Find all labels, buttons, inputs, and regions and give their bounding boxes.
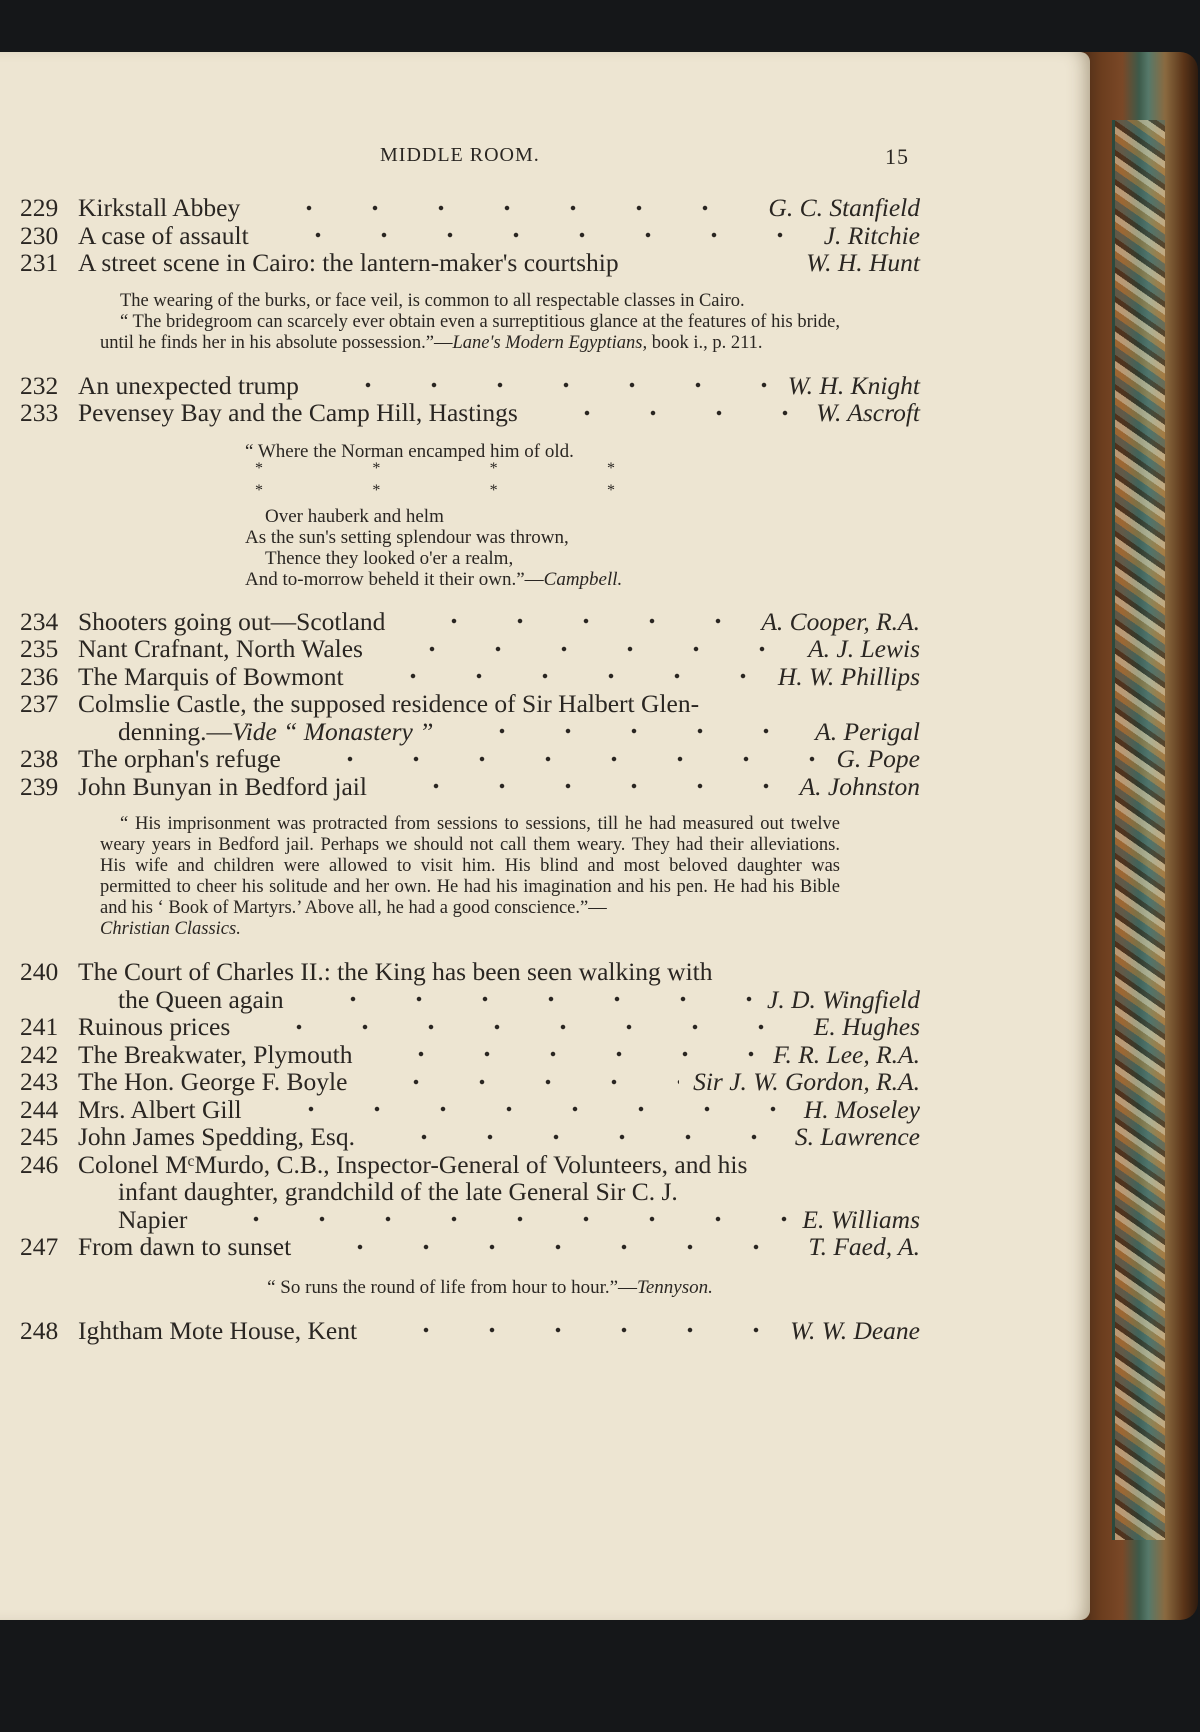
entry-title: The Hon. George F. Boyle (78, 1067, 348, 1096)
entry-number: 232 (20, 370, 59, 400)
entry-number: 231 (20, 248, 59, 277)
entry-artist: S. Lawrence (794, 1122, 920, 1151)
leader-space (633, 258, 793, 268)
quote-reference: book i., p. 211. (647, 332, 763, 353)
leader-dots (313, 380, 774, 390)
verse-line (245, 569, 920, 590)
entry-title-line: The Court of Charles II.: the King has been seen walking with (78, 957, 713, 986)
entry-artist: W. H. Knight (787, 370, 920, 400)
quote-source: Tennyson. (637, 1276, 713, 1298)
leader-dots (244, 1022, 799, 1032)
leader-dots (377, 644, 794, 654)
marbled-fore-edge (1112, 120, 1165, 1540)
verse-line: Over hauberk and helm (265, 505, 444, 527)
catalogue-entry-229 (20, 194, 920, 222)
entry-title: The orphan's refuge (78, 744, 281, 773)
quote-paragraph: The wearing of the burks, or face veil, is common to all respectable classes in Cairo. (120, 290, 745, 311)
entry-title: A case of assault (78, 220, 249, 250)
entry-number: 233 (20, 398, 59, 427)
asterisk: * (255, 481, 263, 499)
entry-number: 236 (20, 661, 59, 691)
entry-artist: J. D. Wingfield (767, 984, 920, 1014)
catalogue-entry-245 (20, 1123, 920, 1151)
catalogue-content (20, 194, 920, 1344)
quote-text: “ So runs the round of life from hour to hour.”— (267, 1276, 638, 1298)
entry-number: 238 (20, 744, 59, 773)
page-title: MIDDLE ROOM. (380, 144, 540, 166)
entry-artist: A. Perigal (815, 716, 920, 746)
entry-number: 244 (20, 1094, 59, 1124)
entry-title-line: the Queen again (118, 984, 284, 1014)
entry-title: From dawn to sunset (78, 1232, 292, 1261)
entry-title-line: denning.—Vide “ Monastery ” (118, 716, 434, 746)
catalogue-entry-239 (20, 773, 920, 801)
entry-artist: G. Pope (836, 744, 920, 773)
verse-line: “ Where the Norman encamped him of old. (245, 440, 574, 462)
entry-artist: A. Johnston (799, 771, 920, 801)
asterisk: * (489, 481, 498, 499)
entry-number: 230 (20, 220, 59, 250)
leader-dots (369, 1132, 781, 1142)
catalogue-entry-233 (20, 399, 920, 427)
quote-source: Christian Classics. (100, 919, 241, 939)
leader-dots (254, 203, 754, 213)
entry-title-line: infant daughter, grandchild of the late General Sir C. J. (118, 1177, 678, 1206)
leader-dots (366, 1049, 759, 1059)
catalogue-entry-237 (20, 690, 920, 745)
asterism (245, 481, 615, 499)
entry-title: John Bunyan in Bedford jail (78, 771, 367, 801)
quote-text: “ The bridegroom can scarcely ever obtain even a surreptitious glance at the features of his bride, until he finds her in his absolute possession.”— (100, 311, 840, 353)
entry-title: Ightham Mote House, Kent (78, 1315, 358, 1345)
catalogue-entry-246 (20, 1151, 920, 1234)
entry-artist: W. W. Deane (790, 1315, 920, 1345)
entry-title-line: Colonel MᶜMurdo, C.B., Inspector-General of Volunteers, and his (78, 1149, 748, 1179)
verse-233 (245, 441, 920, 590)
entry-title: An unexpected trump (78, 370, 299, 400)
entry-title: The Marquis of Bowmont (78, 661, 344, 691)
leader-dots (399, 616, 747, 626)
entry-title: John James Spedding, Esq. (78, 1122, 355, 1151)
entry-artist: H. W. Phillips (777, 661, 920, 691)
catalogue-entry-238 (20, 745, 920, 773)
entry-artist: J. Ritchie (823, 220, 920, 250)
entry-number: 239 (20, 771, 59, 801)
asterisk: * (255, 459, 263, 477)
entry-number: 235 (20, 634, 59, 663)
asterisk: * (372, 459, 381, 477)
catalogue-entry-240 (20, 958, 920, 1013)
entry-artist: E. Hughes (813, 1012, 920, 1041)
leader-dots (263, 230, 810, 240)
entry-title: A street scene in Cairo: the lantern-maker's courtship (78, 248, 619, 277)
verse-text: And to-morrow beheld it their own.”— (245, 568, 544, 590)
entry-artist: T. Faed, A. (808, 1232, 920, 1261)
entry-title: The Breakwater, Plymouth (78, 1039, 353, 1069)
entry-number: 240 (20, 957, 59, 986)
entry-number: 246 (20, 1149, 59, 1179)
entry-title: Shooters going out—Scotland (78, 606, 386, 636)
catalogue-entry-236 (20, 663, 920, 691)
quote-text: “ His imprisonment was protracted from sessions to sessions, till he had measured out twelve weary years in Bedford jail. Perhaps we should not call them weary. They had their alleviations. His wife and children were allowed to visit him. His blind and most beloved daughter was permitted to cheer his solitude and her own. He had his imagination and his pen. He had his Bible and his ‘ Book of Martyrs.’ Above all, he had a good conscience.”— (100, 814, 840, 918)
entry-number: 247 (20, 1232, 59, 1261)
catalogue-entry-242 (20, 1041, 920, 1069)
entry-title-line: Napier (118, 1204, 188, 1234)
entry-title: Ruinous prices (78, 1012, 231, 1041)
entry-artist: Sir J. W. Gordon, R.A. (693, 1067, 920, 1096)
catalogue-entry-244 (20, 1096, 920, 1124)
catalogue-entry-232 (20, 372, 920, 400)
asterisk: * (606, 481, 615, 499)
entry-number: 241 (20, 1012, 59, 1041)
leader-dots (371, 1325, 776, 1335)
entry-number: 245 (20, 1122, 59, 1151)
entry-number: 242 (20, 1039, 59, 1069)
entry-number: 237 (20, 689, 59, 718)
leader-dots (381, 781, 786, 791)
entry-number: 229 (20, 193, 59, 222)
asterisk: * (489, 459, 498, 477)
entry-title: Kirkstall Abbey (78, 193, 241, 222)
entry-artist: A. J. Lewis (808, 634, 920, 663)
asterism (245, 459, 615, 477)
quotation-247 (60, 1277, 920, 1299)
quotation-239 (100, 814, 840, 940)
page-number: 15 (885, 144, 909, 169)
entry-number: 243 (20, 1067, 59, 1096)
leader-dots (305, 1242, 794, 1252)
leader-dots (201, 1214, 788, 1224)
verse-source: Campbell. (543, 568, 623, 590)
leader-dots (532, 408, 802, 418)
catalogue-entry-235 (20, 635, 920, 663)
catalogue-entry-248 (20, 1317, 920, 1345)
quotation-231 (100, 291, 840, 354)
entry-title: Pevensey Bay and the Camp Hill, Hastings (78, 398, 518, 427)
catalogue-entry-241 (20, 1013, 920, 1041)
leader-dots (358, 671, 764, 681)
entry-title: Nant Crafnant, North Wales (78, 634, 363, 663)
quote-paragraph (100, 814, 840, 940)
leader-dots (295, 754, 823, 764)
entry-artist: E. Williams (802, 1204, 920, 1234)
verse-line: Thence they looked o'er a realm, (265, 547, 514, 569)
entry-title: Mrs. Albert Gill (78, 1094, 242, 1124)
book-page (0, 52, 1090, 1620)
catalogue-entry-247 (20, 1233, 920, 1261)
entry-artist: W. Ascroft (816, 398, 920, 427)
entry-title-line: Colmslie Castle, the supposed residence of Sir Halbert Glen- (78, 689, 700, 718)
quote-source: Lane's Modern Egyptians, (452, 332, 648, 353)
verse-line: As the sun's setting splendour was thrown, (245, 526, 569, 548)
entry-number: 248 (20, 1315, 59, 1345)
entry-artist: A. Cooper, R.A. (761, 606, 920, 636)
entry-artist: G. C. Stanfield (768, 193, 920, 222)
catalogue-entry-234 (20, 608, 920, 636)
entry-number: 234 (20, 606, 59, 636)
entry-artist: F. R. Lee, R.A. (773, 1039, 920, 1069)
catalogue-entry-230 (20, 222, 920, 250)
catalogue-entry-243 (20, 1068, 920, 1096)
entry-artist: W. H. Hunt (806, 248, 920, 277)
catalogue-entry-231 (20, 249, 920, 277)
entry-reference: Vide “ Monastery ” (232, 716, 434, 746)
leader-dots (447, 726, 801, 736)
leader-dots (256, 1104, 790, 1114)
leader-dots (361, 1077, 679, 1087)
quote-paragraph (100, 312, 840, 354)
asterisk: * (372, 481, 381, 499)
entry-artist: H. Moseley (803, 1094, 920, 1124)
leader-dots (298, 994, 753, 1004)
asterisk: * (606, 459, 615, 477)
